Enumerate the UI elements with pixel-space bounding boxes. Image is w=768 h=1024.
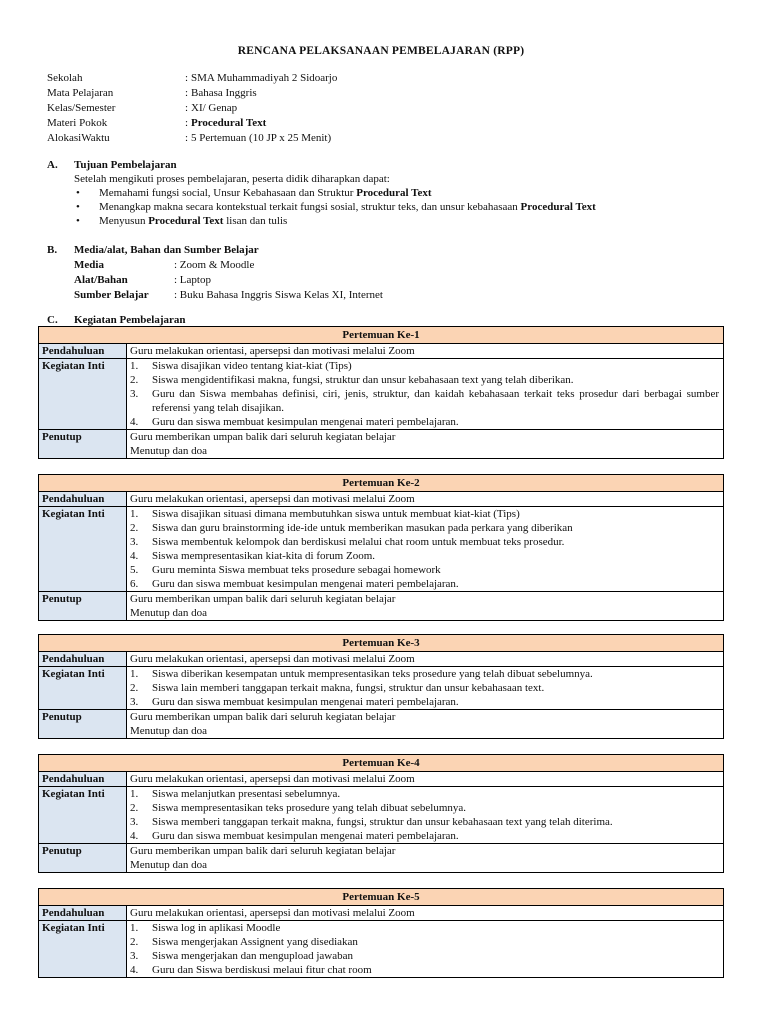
step-text: Siswa lain memberi tanggapan terkait makna, fungsi, struktur dan unsur kebahasaan text. [152, 682, 545, 694]
objective-item [74, 214, 596, 228]
bullet-icon: • [76, 201, 80, 213]
step-item [130, 695, 723, 709]
section-a-heading [47, 158, 177, 172]
meeting-table [38, 634, 724, 739]
objectives-list [74, 186, 596, 228]
step-item [130, 963, 723, 977]
table-row [39, 921, 724, 978]
media-label: Media [74, 259, 104, 271]
table-row [39, 652, 724, 667]
info-separator: : [185, 102, 189, 114]
media-value: : Buku Bahasa Inggris Siswa Kelas XI, Internet [174, 289, 383, 301]
step-item [130, 373, 723, 387]
inti-cell [127, 787, 724, 844]
info-label: AlokasiWaktu [47, 132, 110, 144]
step-item [130, 577, 723, 591]
step-text: Siswa mengerjakan Assignent yang disediakan [152, 936, 358, 948]
table-row [39, 507, 724, 592]
meeting-table [38, 326, 724, 459]
media-row [74, 288, 383, 303]
topic-value: Procedural Text [191, 117, 267, 129]
phase-label-penutup: Penutup [39, 592, 127, 621]
section-title: Kegiatan Pembelajaran [74, 314, 186, 326]
step-number: 3. [130, 536, 139, 548]
penutup-line: Guru memberikan umpan balik dari seluruh kegiatan belajar [130, 711, 396, 723]
phase-label-inti: Kegiatan Inti [39, 507, 127, 592]
section-b-heading [47, 243, 259, 257]
step-number: 2. [130, 682, 139, 694]
meeting-title: Pertemuan Ke-2 [39, 475, 724, 492]
info-row-subject [47, 86, 337, 101]
step-text: Siswa diberikan kesempatan untuk mempresentasikan teks prosedure yang telah dibuat sebelumnya. [152, 668, 593, 680]
objective-item [74, 186, 596, 200]
step-text: Siswa disajikan situasi dimana membutuhkan siswa untuk membuat kiat-kiat (Tips) [152, 508, 520, 520]
step-text: Siswa mempresentasikan teks prosedure yang telah dibuat sebelumnya. [152, 802, 467, 814]
info-separator: : [185, 132, 189, 144]
table-row [39, 772, 724, 787]
phase-label-penutup: Penutup [39, 844, 127, 873]
step-number: 3. [130, 388, 139, 400]
step-text: Siswa dan guru brainstorming ide-ide untuk memberikan masukan pada perkara yang diberikan [152, 522, 573, 534]
step-item [130, 521, 723, 535]
step-text: Siswa melanjutkan presentasi sebelumnya. [152, 788, 341, 800]
meeting-title: Pertemuan Ke-4 [39, 755, 724, 772]
meeting-table [38, 888, 724, 978]
steps-list [130, 787, 723, 843]
section-letter: B. [47, 244, 58, 256]
step-item [130, 829, 723, 843]
table-row [39, 844, 724, 873]
step-number: 4. [130, 964, 139, 976]
info-separator: : [185, 72, 189, 84]
info-row-class [47, 101, 337, 116]
penutup-cell [127, 592, 724, 621]
penutup-line: Guru memberikan umpan balik dari seluruh kegiatan belajar [130, 845, 396, 857]
step-number: 4. [130, 550, 139, 562]
step-text: Siswa memberi tanggapan terkait makna, fungsi, struktur dan unsur kebahasaan text yang telah diterima. [152, 816, 613, 828]
table-row [39, 592, 724, 621]
info-row-school [47, 71, 337, 86]
media-row [74, 258, 383, 273]
penutup-line: Menutup dan doa [130, 725, 207, 737]
step-item [130, 787, 723, 801]
info-label: Mata Pelajaran [47, 87, 114, 99]
table-row [39, 787, 724, 844]
step-text: Siswa mempresentasikan kiat-kita di forum Zoom. [152, 550, 376, 562]
bullet-icon: • [76, 215, 80, 227]
step-number: 4. [130, 416, 139, 428]
info-value: 5 Pertemuan (10 JP x 25 Menit) [191, 132, 332, 144]
step-item [130, 949, 723, 963]
steps-list [130, 921, 723, 977]
step-number: 2. [130, 802, 139, 814]
step-text: Guru dan Siswa membahas definisi, ciri, jenis, struktur, dan kaidah kebahasaan terkait teks prosedur dari berbagai sumber referensi yang telah disajikan. [152, 388, 719, 414]
pendahuluan-text: Guru melakukan orientasi, apersepsi dan motivasi melalui Zoom [127, 772, 724, 787]
meeting-title: Pertemuan Ke-1 [39, 327, 724, 344]
info-label: Sekolah [47, 72, 83, 84]
penutup-line: Guru memberikan umpan balik dari seluruh kegiatan belajar [130, 431, 396, 443]
phase-label-penutup: Penutup [39, 430, 127, 459]
inti-cell [127, 921, 724, 978]
objective-text: Menyusun Procedural Text lisan dan tulis [99, 215, 288, 227]
step-item [130, 815, 723, 829]
objectives-intro: Setelah mengikuti proses pembelajaran, peserta didik diharapkan dapat: [74, 173, 390, 185]
step-number: 1. [130, 788, 139, 800]
phase-label-inti: Kegiatan Inti [39, 359, 127, 430]
objective-text: Menangkap makna secara kontekstual terkait fungsi sosial, struktur teks, dan unsur kebahasaan Procedural Text [99, 201, 596, 213]
table-row [39, 492, 724, 507]
info-separator: : [185, 117, 189, 129]
info-value: Bahasa Inggris [191, 87, 257, 99]
media-value: : Zoom & Moodle [174, 259, 255, 271]
section-title: Media/alat, Bahan dan Sumber Belajar [74, 244, 259, 256]
info-row-time [47, 131, 337, 146]
step-number: 2. [130, 522, 139, 534]
info-row-topic [47, 116, 337, 131]
info-separator: : [185, 87, 189, 99]
step-number: 1. [130, 508, 139, 520]
step-item [130, 667, 723, 681]
media-block [74, 258, 383, 303]
step-item [130, 359, 723, 373]
table-row [39, 430, 724, 459]
info-value: XI/ Genap [191, 102, 238, 114]
penutup-cell [127, 844, 724, 873]
objective-item [74, 200, 596, 214]
steps-list [130, 359, 723, 429]
penutup-line: Menutup dan doa [130, 445, 207, 457]
step-text: Guru dan siswa membuat kesimpulan mengenai materi pembelajaran. [152, 416, 459, 428]
step-text: Guru dan Siswa berdiskusi melaui fitur chat room [152, 964, 372, 976]
step-number: 1. [130, 360, 139, 372]
section-letter: A. [47, 159, 58, 171]
step-number: 4. [130, 830, 139, 842]
meeting-table [38, 754, 724, 873]
document-title: RENCANA PELAKSANAAN PEMBELAJARAN (RPP) [237, 45, 525, 57]
phase-label-pendahuluan: Pendahuluan [39, 772, 127, 787]
info-value [191, 116, 266, 131]
phase-label-inti: Kegiatan Inti [39, 667, 127, 710]
pendahuluan-text: Guru melakukan orientasi, apersepsi dan motivasi melalui Zoom [127, 344, 724, 359]
table-row [39, 667, 724, 710]
steps-list [130, 667, 723, 709]
step-text: Siswa mengidentifikasi makna, fungsi, struktur dan unsur kebahasaan text yang telah diberikan. [152, 374, 574, 386]
inti-cell [127, 359, 724, 430]
bullet-icon: • [76, 187, 80, 199]
table-row [39, 710, 724, 739]
info-block [47, 71, 337, 146]
info-label: Materi Pokok [47, 117, 108, 129]
step-number: 3. [130, 696, 139, 708]
media-label: Sumber Belajar [74, 289, 149, 301]
phase-label-inti: Kegiatan Inti [39, 921, 127, 978]
step-text: Siswa disajikan video tentang kiat-kiat (Tips) [152, 360, 352, 372]
pendahuluan-text: Guru melakukan orientasi, apersepsi dan motivasi melalui Zoom [127, 906, 724, 921]
step-text: Guru meminta Siswa membuat teks prosedure sebagai homework [152, 564, 441, 576]
penutup-line: Menutup dan doa [130, 859, 207, 871]
step-item [130, 935, 723, 949]
phase-label-penutup: Penutup [39, 710, 127, 739]
step-item [130, 549, 723, 563]
objective-text: Memahami fungsi social, Unsur Kebahasaan dan Struktur Procedural Text [99, 187, 432, 199]
step-text: Siswa log in aplikasi Moodle [152, 922, 281, 934]
step-item [130, 415, 723, 429]
step-number: 3. [130, 816, 139, 828]
step-number: 1. [130, 668, 139, 680]
penutup-cell [127, 430, 724, 459]
step-text: Guru dan siswa membuat kesimpulan mengenai materi pembelajaran. [152, 830, 459, 842]
step-item [130, 681, 723, 695]
table-row [39, 344, 724, 359]
step-number: 3. [130, 950, 139, 962]
pendahuluan-text: Guru melakukan orientasi, apersepsi dan motivasi melalui Zoom [127, 652, 724, 667]
step-number: 6. [130, 578, 139, 590]
step-item [130, 507, 723, 521]
section-letter: C. [47, 314, 58, 326]
step-item [130, 535, 723, 549]
table-row [39, 906, 724, 921]
phase-label-pendahuluan: Pendahuluan [39, 344, 127, 359]
step-number: 5. [130, 564, 139, 576]
phase-label-pendahuluan: Pendahuluan [39, 492, 127, 507]
table-row [39, 359, 724, 430]
meeting-table [38, 474, 724, 621]
step-number: 2. [130, 374, 139, 386]
media-row [74, 273, 383, 288]
step-text: Guru dan siswa membuat kesimpulan mengenai materi pembelajaran. [152, 696, 459, 708]
step-item [130, 563, 723, 577]
penutup-line: Menutup dan doa [130, 607, 207, 619]
pendahuluan-text: Guru melakukan orientasi, apersepsi dan motivasi melalui Zoom [127, 492, 724, 507]
info-value: SMA Muhammadiyah 2 Sidoarjo [191, 72, 338, 84]
penutup-cell [127, 710, 724, 739]
step-number: 2. [130, 936, 139, 948]
step-item [130, 387, 723, 415]
penutup-line: Guru memberikan umpan balik dari seluruh kegiatan belajar [130, 593, 396, 605]
section-title: Tujuan Pembelajaran [74, 159, 177, 171]
phase-label-pendahuluan: Pendahuluan [39, 652, 127, 667]
phase-label-inti: Kegiatan Inti [39, 787, 127, 844]
phase-label-pendahuluan: Pendahuluan [39, 906, 127, 921]
step-text: Siswa mengerjakan dan mengupload jawaban [152, 950, 353, 962]
media-label: Alat/Bahan [74, 274, 128, 286]
meeting-title: Pertemuan Ke-3 [39, 635, 724, 652]
steps-list [130, 507, 723, 591]
step-item [130, 921, 723, 935]
step-text: Siswa membentuk kelompok dan berdiskusi melalui chat room untuk membuat teks prosedur. [152, 536, 565, 548]
step-text: Guru dan siswa membuat kesimpulan mengenai materi pembelajaran. [152, 578, 459, 590]
step-number: 1. [130, 922, 139, 934]
inti-cell [127, 507, 724, 592]
step-item [130, 801, 723, 815]
info-label: Kelas/Semester [47, 102, 116, 114]
meeting-title: Pertemuan Ke-5 [39, 889, 724, 906]
media-value: : Laptop [174, 274, 211, 286]
inti-cell [127, 667, 724, 710]
section-c-heading [47, 313, 186, 327]
